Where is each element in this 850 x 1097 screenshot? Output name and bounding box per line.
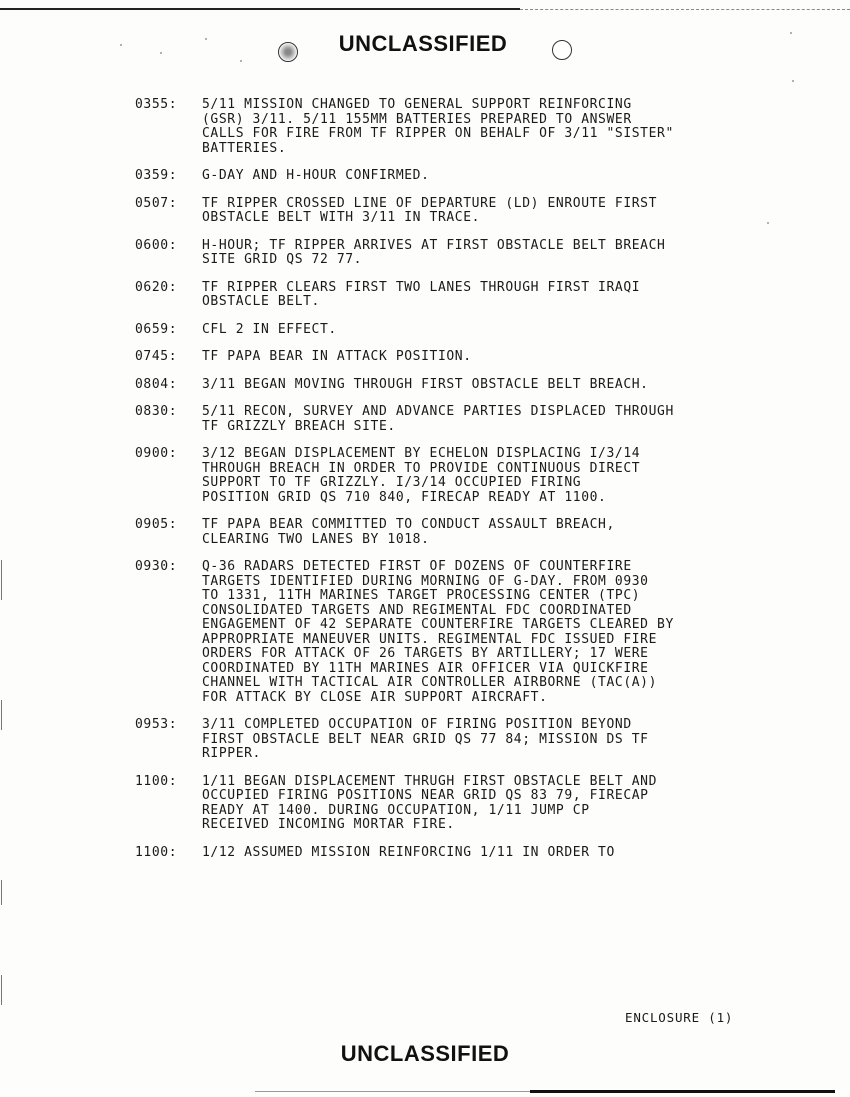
entry-time: 0355:	[135, 97, 178, 112]
entry-time: 0953:	[135, 717, 178, 732]
log-entry	[135, 560, 775, 705]
entry-time: 0930:	[135, 559, 178, 574]
log-entry	[135, 197, 775, 226]
scan-speckle	[792, 80, 794, 82]
entry-time: 0620:	[135, 279, 178, 295]
entry-time: 0600:	[135, 237, 178, 253]
bottom-border-line-faint	[255, 1091, 530, 1092]
log-entry	[135, 718, 775, 762]
entry-time: 0507:	[135, 195, 178, 211]
margin-mark	[1, 880, 2, 905]
log-entry	[135, 378, 775, 393]
log-entry	[135, 350, 775, 365]
entry-text: TF PAPA BEAR IN ATTACK POSITION.	[202, 349, 472, 364]
entry-text: 3/11 COMPLETED OCCUPATION OF FIRING POSITION BEYOND FIRST OBSTACLE BELT NEAR GRID QS 77 84; MISSION DS TF RIPPER.	[202, 717, 649, 761]
entry-text: 5/11 RECON, SURVEY AND ADVANCE PARTIES DISPLACED THROUGH TF GRIZZLY BREACH SITE.	[202, 404, 674, 434]
entry-text: H-HOUR; TF RIPPER ARRIVES AT FIRST OBSTACLE BELT BREACH SITE GRID QS 72 77.	[202, 237, 666, 267]
scan-speckle	[240, 60, 242, 62]
entry-text: 1/11 BEGAN DISPLACEMENT THRUGH FIRST OBSTACLE BELT AND OCCUPIED FIRING POSITIONS NEAR GRID QS 83 79, FIRECAP READY AT 1400. DURING OCCUPATION, 1/11 JUMP CP RECEIVED INCOMING MORTAR FIRE.	[202, 773, 658, 832]
entry-text: TF PAPA BEAR COMMITTED TO CONDUCT ASSAULT BREACH, CLEARING TWO LANES BY 1018.	[202, 517, 615, 547]
enclosure-label: ENCLOSURE (1)	[625, 1010, 734, 1025]
entry-text: 5/11 MISSION CHANGED TO GENERAL SUPPORT REINFORCING (GSR) 3/11. 5/11 155MM BATTERIES PREPARED TO ANSWER CALLS FOR FIRE FROM TF RIPPER ON BEHALF OF 3/11 "SISTER" BATTERIES.	[202, 97, 674, 156]
log-entry	[135, 447, 775, 505]
entry-text: Q-36 RADARS DETECTED FIRST OF DOZENS OF COUNTERFIRE TARGETS IDENTIFIED DURING MORNING OF G-DAY. FROM 0930 TO 1331, 11TH MARINES TARGET PROCESSING CENTER (TPC) CONSOLIDATED TARGETS AND REGIMENTAL FDC COORDINATED ENGAGEMENT OF 42 SEPARATE COUNTERFIRE TARGETS CLEARED BY APPROPRIATE MANEUVER UNITS. REGIMENTAL FDC ISSUED FIRE ORDERS FOR ATTACK OF 26 TARGETS BY ARTILLERY; 17 WERE COORDINATED BY 11TH MARINES AIR OFFICER VIA QUICKFIRE CHANNEL WITH TACTICAL AIR CONTROLLER AIRBORNE (TAC(A)) FOR ATTACK BY CLOSE AIR SUPPORT AIRCRAFT.	[202, 559, 674, 705]
entry-time: 1100:	[135, 773, 178, 789]
classification-header: UNCLASSIFIED	[338, 31, 508, 56]
entry-time: 0804:	[135, 376, 178, 392]
top-border-line	[0, 8, 520, 10]
entry-time: 1100:	[135, 844, 178, 860]
top-border-line-faint	[520, 9, 850, 10]
entry-text: 3/11 BEGAN MOVING THROUGH FIRST OBSTACLE BELT BREACH.	[202, 376, 649, 392]
log-entry	[135, 239, 775, 268]
log-entry	[135, 518, 775, 547]
entry-text: CFL 2 IN EFFECT.	[202, 321, 337, 337]
log-entry	[135, 169, 775, 184]
entry-time: 0905:	[135, 517, 178, 532]
log-entry	[135, 775, 775, 833]
log-entry	[135, 323, 775, 338]
entry-time: 0659:	[135, 321, 178, 337]
entry-text: TF RIPPER CLEARS FIRST TWO LANES THROUGH FIRST IRAQI OBSTACLE BELT.	[202, 279, 641, 309]
entry-text: TF RIPPER CROSSED LINE OF DEPARTURE (LD) ENROUTE FIRST OBSTACLE BELT WITH 3/11 IN TRACE.	[202, 195, 658, 225]
margin-mark	[1, 975, 2, 1005]
log-entry	[135, 98, 775, 156]
classification-footer: UNCLASSIFIED	[340, 1041, 510, 1066]
log-entry	[135, 405, 775, 434]
stamp-ring-icon	[552, 40, 572, 60]
bottom-border-line	[530, 1090, 835, 1093]
entry-text: 3/12 BEGAN DISPLACEMENT BY ECHELON DISPLACING I/3/14 THROUGH BREACH IN ORDER TO PROVIDE CONTINUOUS DIRECT SUPPORT TO TF GRIZZLY. I/3/14 OCCUPIED FIRING POSITION GRID QS 710 840, FIRECAP READY AT 1100.	[202, 446, 641, 505]
margin-mark	[1, 700, 2, 730]
entry-text: G-DAY AND H-HOUR CONFIRMED.	[202, 168, 430, 183]
margin-mark	[1, 560, 2, 600]
entry-time: 0830:	[135, 404, 178, 419]
entry-time: 0900:	[135, 446, 178, 461]
log-entry	[135, 846, 775, 861]
entry-time: 0359:	[135, 168, 178, 183]
entry-time: 0745:	[135, 349, 178, 364]
entry-text: 1/12 ASSUMED MISSION REINFORCING 1/11 IN ORDER TO	[202, 844, 615, 860]
log-entry	[135, 281, 775, 310]
chronology-log	[135, 98, 775, 873]
